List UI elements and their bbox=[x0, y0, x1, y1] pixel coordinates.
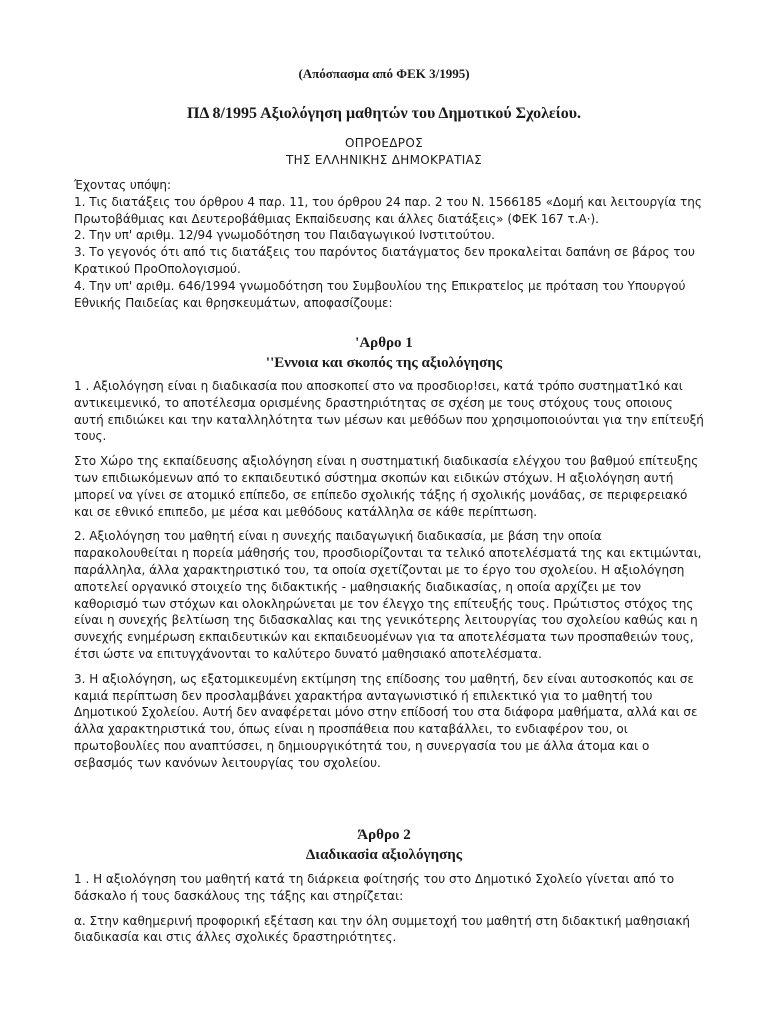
article-2-heading bbox=[0, 825, 768, 865]
article-2-number: Άρθρο 2 bbox=[357, 827, 411, 843]
article-1-heading bbox=[0, 333, 768, 373]
article-2-title: Διαδικασiα αξιολόγησης bbox=[305, 847, 463, 863]
preamble-item-3: 3. Το γεγονός ότι από τις διατάξεις του παρόντος διατάγματος δεν προκαλεiται δαπάνη σε βάρος του Κρατικού ΠροΟπολογισμού. bbox=[74, 245, 695, 276]
excerpt-note: (Απόσπασμα από ΦΕΚ 3/1995) bbox=[298, 66, 470, 81]
article-1-paragraph: 1 . Αξιολόγηση είναι η διαδικασία που αποσκοπεί στο να προσδιορ!σει, κατά τρόπο συστηματ1κό και αντικειμενικό, το αποτέλεσμα ορισμένης δραστηριότητας σε σχέση με τους στόχους τους οποιους αυτή επιδιώκει και την καταλληλότητα των μέσων και μεθόδων που χρησιμοποιούνται για την επίτευξή τους. bbox=[74, 379, 704, 444]
issuer-line-2: ΤΗΣ ΕΛΛΗΝΙΚΗΣ ΔΗΜΟΚΡΑΤΙΑΣ bbox=[285, 153, 483, 167]
article-2-body bbox=[74, 871, 704, 946]
article-1-paragraph: 2. Αξιολόγηση του μαθητή είναι η συνεχής παιδαγωγική διαδικασία, με βάση την οποία παρακολουθείται η πορεία μάθησής του, προσδιορίζονται τα τελικό αποτελέσματά της και εκτιμώνται, παράλληλα, άλλα χαρακτηριστικό του, τα οποία σχετίζονται με το έργο του σχολείου. Η αξιολόγηση αποτελεί οργανικό στοιχείο της διδακτικής - μαθησιακής διαδικασίας, η οποία αρχίζει με τον καθορισμό των στόχων και ολοκληρώνεται με τον έλεγχο της επίτευξής τους. Πρώτιστος στόχος της είναι η συνεχής βελτίωση της διδασκαλlας και της γενικότερης λειτουργίας του σχολείου καθώς και η συνεχής ενημέρωση εκπαιδευτικών και εκπαιδευομένων για τα αποτελέσματα των προσπαθειών τους, έτσι ώστε να επιτυγχάνονται το καλύτερο δυνατό μαθησιακό αποτελέσματα. bbox=[74, 529, 702, 661]
preamble-item-1: 1. Τις διατάξεις του όρθρου 4 παρ. 11, του όρθρου 24 παρ. 2 του Ν. 1566185 «Δομή και λειτουργία της Πρωτοβάθμιας και Δευτεροβάθμιας Εκπαiδευσης και άλλες διατάξεις» (ΦΕΚ 167 τ.Α·). bbox=[74, 194, 702, 226]
article-1-number: 'Αρθρο 1 bbox=[355, 335, 413, 351]
article-1-title: ''Εννοια και σκοπός της αξιολόγησης bbox=[265, 355, 503, 371]
article-1-body bbox=[74, 378, 704, 772]
article-1-paragraph: 3. Η αξιολόγηση, ως εξατομικευμένη εκτίμηση της επίδοσης του μαθητή, δεν είναι αυτοσκοπός και σε καμιά περίπτωση δεν προσλαμβάνει χαρακτήρα ανταγωνιστικό ή επιλεκτικό για το μαθητή του Δημοτικού Σχολείου. Αυτή δεν αναφέρεται μόνο στην επίδοσή του στα διάφορα μαθήματα, αλλά και σε άλλα χαρακτηριστικά του, όπως είναι η προσπάθεια που καταβάλλει, το ενδιαφέρον του, οι πρωτοβουλίες που αναπτύσσει, η δημιουργικότητά του, η συνεργασία του με άλλα άτομα και ο σεβασμός των κανόνων λειτουργίας του σχολείου. bbox=[74, 671, 698, 770]
article-2-paragraph: α. Στην καθημερινή προφορική εξέταση και την όλη συμμετοχή του μαθητή στη διδακτική μαθησιακή διαδικασία και στις άλλες σχολικές δραστηριότητες. bbox=[74, 913, 691, 945]
preamble-item-4: 4. Την υπ' αριθμ. 646/1994 γνωμοδότηση του Συμβουλίου της Επικρατεlος με πρόταση του Υπουργού Εθνικής Παιδείας και θρησκευμάτων, αποφασίζουμε: bbox=[74, 278, 686, 310]
preamble-intro: Έχοντας υπόψη: bbox=[74, 178, 171, 192]
issuer-line-1: ΟΠΡΟΕΔΡΟΣ bbox=[345, 136, 423, 150]
document-title: ΠΔ 8/1995 Αξιολόγηση μαθητών του Δημοτικού Σχολείου. bbox=[186, 105, 582, 122]
preamble bbox=[74, 177, 704, 311]
preamble-item-2: 2. Την υπ' αριθμ. 12/94 γνωμοδότηση του Παιδαγωγικού Ινστιτούτου. bbox=[74, 228, 495, 243]
article-2-paragraph: 1 . Η αξιολόγηση του μαθητή κατά τη διάρκεια φοίτησής του στο Δημοτικό Σχολείο γίνεται από το δάσκαλο ή τους δασκάλους της τάξης και στηρίζεται: bbox=[74, 872, 675, 903]
article-1-paragraph: Στο Χώρο της εκπαίδευσης αξιολόγηση είναι η συστηματική διαδικασία ελέγχου του βαθμού επίτευξης των επιδιωκόμενων από το εκπαιδευτικό σύστημα σκοπών και ειδικών στόχων. Η αξιολόγηση αυτή μπορεί να γίνει σε ατομικό επίπεδο, σε επίπεδο σχολικής τάξης ή σχολικής μονάδας, σε περιφερειακό και σε εθνικό επιπεδο, με μέσα και μεθόδους κατάλληλα σε κάθε περίπτωση. bbox=[74, 454, 699, 519]
